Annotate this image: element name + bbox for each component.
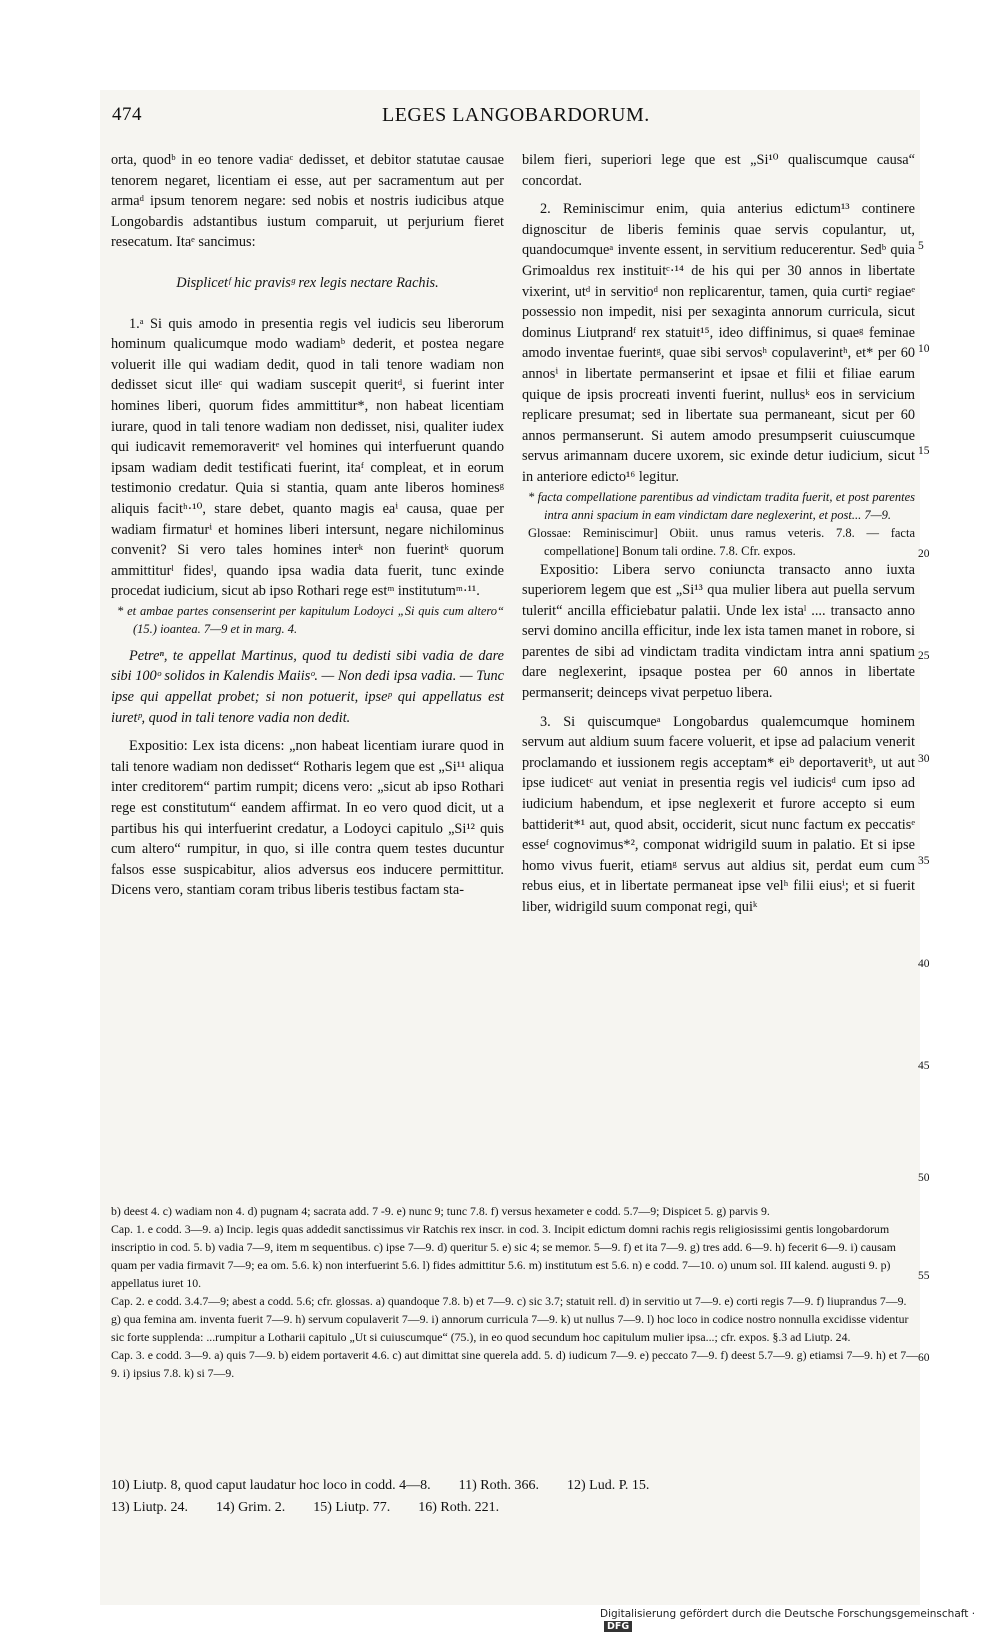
footnote: 15) Liutp. 77. (313, 1500, 391, 1515)
apparatus-entry: Cap. 1. e codd. 3—9. a) Incip. legis quas addedit sanctissimus vir Ratchis rex inscr. in cod. 3. Incipit edictum domni rachis regis religiosissimi gentis longobardorum inscriptio in cod. 5. b) vadia 7—9, item m sequentibus. c) ipse 7—9. d) queritur 5. e) sic 4; se memor. 5—9. f) et ita 7—9. g) tres add. 6—9. h) fecerit 6—9. i) causam quam per vadia firmavit 7—9; ea om. 5.6. k) non interfuerint 5.6. l) fides admittitur 5.6. m) institutum est 5.6. n) e codd. 7—10. o) unum sol. III kalend. augusti 9. p) appellatus iuret 10. (111, 1222, 896, 1290)
apparatus-entry: b) deest 4. c) wadiam non 4. d) pugnam 4; sacrata add. 7 -9. e) nunc 9; tunc 7.8. f) versus hexameter e codd. 5.7—9; Dispicet 5. g) parvis 9. (111, 1204, 770, 1218)
footnote: 10) Liutp. 8, quod caput laudatur hoc loco in codd. 4—8. (111, 1478, 431, 1493)
line-number: 20 (918, 548, 930, 560)
footnote: 11) Roth. 366. (458, 1478, 539, 1493)
running-title: LEGES LANGOBARDORUM. (382, 104, 650, 126)
apparatus-entry: Cap. 2. e codd. 3.4.7—9; abest a codd. 5.6; cfr. glossas. a) quandoque 7.8. b) et 7—9. c) sic 3.7; statuit rell. d) in servitio ut 7—9. e) corti regis 7—9. f) liuprandus 7—9. g) qua femina am. inventa fuerit 7—9. h) servum copulaverit 7—9. i) annorum curricula 7—9. k) ut nullus 7—9. l) hoc loco in codice nostro nonnulla excidisse videntur sic forte supplenda: ...rumpitur a Lotharii capitulo „Ut si cuiuscumque“ (75.), in eo quod secundum hoc capitulum mulier ipsa...; cfr. expos. §.3 ad Liutp. 24. (111, 1294, 909, 1344)
paragraph: Expositio: Lex ista dicens: „non habeat licentiam iurare quod in tali tenore wadiam non dedisset“ Rotharis legem que est „Si¹¹ aliqua inter creditorem“ partim rumpit; dicens vero: „sicut ab ipso Rothari rege est constitutum“ eandem affirmat. In eo vero quod dicit, ut a partibus his qui interfuerint credatur, a Lodoyci capitulo „Si¹² quis cum altero“ rumpitur, in quo, si ille contra quem testes ducuntur falsos esse suspicabitur, alios adversus eos inducere permittitur. Dicens vero, stantiam coram tribus liberis testibus factam sta- (111, 738, 504, 899)
footnote: 12) Lud. P. 15. (566, 1478, 650, 1493)
spacer (111, 638, 504, 646)
spacer (522, 704, 915, 712)
paragraph: Petreⁿ, te appellat Martinus, quod tu dedisti sibi vadia de dare sibi 100ᵒ solidos in Kalendis Maiisᵒ. — Non dedi ipsa vadia. — Tunc ipse qui appellat probet; si non potuerit, ipseᵖ qui appellatus est iuretᵖ, quod in tali tenore vadia non dedit. (111, 647, 504, 726)
line-number: 40 (918, 958, 930, 970)
footnote-row (111, 1475, 919, 1497)
apparatus-entry: Cap. 3. e codd. 3—9. a) quis 7—9. b) eidem portaverit 4.6. c) aut dimittat sine querela add. 5. d) iudicum 7—9. e) peccato 7—9. f) deest 5.7—9. g) etiamsi 7—9. h) et 7—9. i) ipsius 7.8. k) si 7—9. (111, 1348, 918, 1380)
footnote-row (111, 1497, 919, 1519)
line-number: 60 (918, 1352, 930, 1364)
paragraph: 3. Si quiscumqueᵃ Longobardus qualemcumque hominem servum aut aldium suum facere voluerit, et ipse ad palacium venerit proclamando et iussionem regis acceptam* eiᵇ deportaveritᵇ, ut aut ipse iudicetᶜ aut veniat in presentia regis vel iudicisᵈ cum ipso ad iudicium habendum, et ipse neglexerit et furore accepto si eum battiderit*¹ aut, quod absit, occiderit, sicut nunc factum ex peccatisᵉ esseᶠ cognovimus*², componat widrigild suum in palatio. Et si ipse homo vivus fuerit, etiamᵍ servus aut aldius sit, perdat eum cum rebus eius, et in libertate permaneat ipse velʰ filii eiusⁱ; et si fuerit liber, widrigild suum componat regi, quiᵏ (522, 713, 915, 915)
line-number: 35 (918, 855, 930, 867)
paragraph: orta, quodᵇ in eo tenore vadiaᶜ dedisset, et debitor statutae causae tenorem negaret, licentiam ei esse, aut per sacramentum aut per armaᵈ ipsum tenorem negare: sed nobis et nostris iudicibus atque Longobardis adstantibus iustum comparuit, ut perjurium fieret resecatum. Itaᵉ sancimus: (111, 152, 504, 251)
critical-apparatus (111, 1202, 919, 1382)
paragraph: bilem fieri, superiori lege que est „Si¹⁰ qualiscumque causa“ concordat. (522, 152, 915, 189)
marginal-note: * facta compellatione parentibus ad vindictam tradita fuerit, et post parentes intra anni spacium in eam vindictam dare neglexerint, et post... 7—9. (528, 489, 915, 522)
verse-line: Displicetᶠ hic pravisᵍ rex legis nectare Rachis. (176, 274, 439, 291)
paragraph: Expositio: Libera servo coniuncta transacto anno iuxta superiorem legem que est „Si¹³ qua mulier libera aut puella servum tulerit“ ancilla efficiebatur palatii. Unde lex istaˡ .... transacto anno servi domino ancilla efficitur, inde lex ista tamen manet in robore, si parentes de sibi ad vindictam tradita vindictam intra anni spatium dare neglexerint, ipsaque postea per 60 annos in libertate permanserit; deinceps vivat perpetuo libera. (522, 561, 915, 702)
footnotes (111, 1475, 919, 1519)
spacer (111, 294, 504, 314)
spacer (111, 728, 504, 736)
footnote: 13) Liutp. 24. (111, 1500, 188, 1515)
line-number: 10 (918, 343, 930, 355)
digitization-credit (600, 1608, 1000, 1632)
marginal-note: Glossae: Reminiscimur] Obiit. unus ramus veteris. 7.8. — facta compellatione] Bonum tali ordine. 7.8. Cfr. expos. (528, 525, 915, 558)
paragraph: 1.ᵃ Si quis amodo in presentia regis vel iudicis seu liberorum hominum qualicumque modo wadiamᵇ dederit, et postea negare voluerit ille qui wadiam dedit, quod in tali tenore wadiam non dedisset sicut illeᶜ qui wadiam suscepit queritᵈ, si fuerint inter homines liberi, quorum fides ammittitur*, non habeat licentiam iurare, quod in tali tenore wadiam non dedisset, nisi, qualiter iudex qui iudicavit rememoraveritᵉ vel homines qui interfuerunt quando ipsam wadiam dedit testificati fuerint, itaᶠ compleat, et in eorum testimonio credatur. Quia si stantia, quam ante liberos hominesᵍ aliquis facitʰ·¹⁰, stare debet, quanto magis eaⁱ causa, quae per wadiam firmaturⁱ et homines liberi intersunt, negare nichilominus convenit? Si vero tales homines interᵏ non fuerintᵏ quorum ammittiturˡ fidesˡ, quando ipsa wadia data fuerit, tunc exinde procedat iudicium, sicut ab ipso Rothari rege estᵐ institutumᵐ·¹¹. (111, 315, 504, 600)
marginal-note: * et ambae partes consenserint per kapitulum Lodoyci „Si quis cum altero“ (15.) ioantea. 7—9 et in marg. 4. (117, 603, 504, 636)
line-number: 25 (918, 650, 930, 662)
footnote: 16) Roth. 221. (418, 1500, 500, 1515)
line-number: 15 (918, 445, 930, 457)
left-column (111, 150, 504, 901)
spacer (522, 191, 915, 199)
line-number: 55 (918, 1270, 930, 1282)
credit-text: Digitalisierung gefördert durch die Deutsche Forschungsgemeinschaft · (600, 1608, 976, 1620)
line-number: 30 (918, 753, 930, 765)
right-column (522, 150, 915, 918)
spacer (111, 253, 504, 273)
footnote: 14) Grim. 2. (216, 1500, 286, 1515)
line-number: 45 (918, 1060, 930, 1072)
line-number: 5 (918, 240, 924, 252)
dfg-logo: DFG (604, 1621, 632, 1632)
paragraph: 2. Reminiscimur enim, quia anterius edictum¹³ continere dignoscitur de liberis feminis quae servis copulantur, ut, quandocumqueᵃ invente essent, in servitium reducerentur. Sedᵇ quia Grimoaldus rex instituitᶜ·¹⁴ de his qui per 30 annos in libertate vixerint, utᵈ in servitioᵈ non replicarentur, tamen, quia curtiᵉ regiaeᵉ possessio non impedit, nisi per sexaginta annorum curricula, sicut dominus Liutprandᶠ rex statuit¹⁵, ideo diffinimus, si quaeᵍ feminae amodo inventae fuerintᵍ, quae sibi servosʰ copulaverintʰ, et* per 60 annosⁱ in libertate permanserint et ipsae et filii et filiae earum quique de ipsis procreati inventi fuerint, nullusᵏ eos in servicium replicare presumat; sed in libertate sua permaneant, sicut per 60 annos permanserunt. Si autem amodo presumpserit cuiuscumque servus arimannam ducere uxorem, sic exinde detur iudicium, sicut in anteriore edicto¹⁶ legitur. (522, 201, 915, 485)
page-number: 474 (112, 104, 142, 125)
line-number: 50 (918, 1172, 930, 1184)
